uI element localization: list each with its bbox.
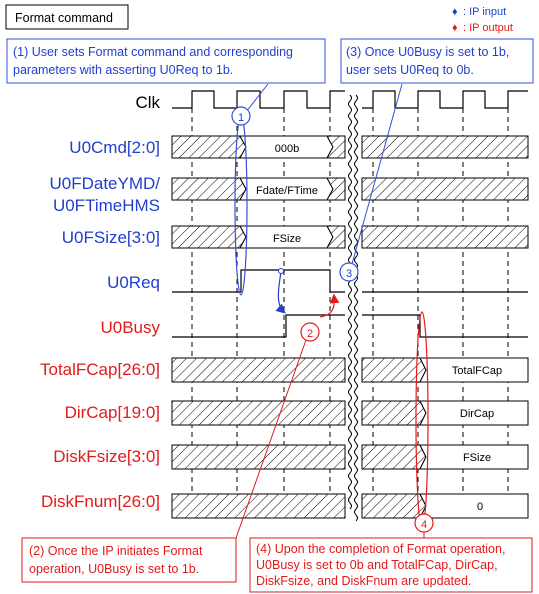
label-u0cmd: U0Cmd[2:0] [69, 138, 160, 157]
legend-input-label: : IP input [463, 6, 507, 18]
label-dircap: DirCap[19:0] [64, 403, 160, 422]
note-4 [250, 538, 532, 592]
note-2-line-1: (2) Once the IP initiates Format [29, 544, 203, 558]
note-1-line-2: parameters with asserting U0Req to 1b. [13, 63, 234, 77]
time-break [349, 95, 358, 521]
note-2 [22, 538, 236, 582]
note-3-line-1: (3) Once U0Busy is set to 1b, [346, 45, 510, 59]
busy-to-req-arrow [320, 296, 334, 317]
diskfsize-value: FSize [462, 452, 492, 464]
title-box [6, 5, 128, 29]
legend-output-label: : IP output [463, 22, 513, 34]
legend-output-marker: ♦ [452, 22, 458, 34]
totalfcap-value: TotalFCap [451, 365, 503, 377]
legend [452, 6, 513, 34]
note-2-line-2: operation, U0Busy is set to 1b. [29, 562, 200, 576]
marker-1-label: 1 [237, 112, 245, 124]
u0busy-waveform [172, 315, 528, 337]
note-4-line-2: U0Busy is set to 0b and TotalFCap, DirCap, [256, 558, 498, 572]
diskfnum-value: 0 [476, 501, 484, 513]
u0fdate-value: Fdate/FTime [256, 185, 318, 197]
req-to-busy-arrow [278, 272, 284, 312]
u0fsize-value: FSize [272, 233, 302, 245]
note-4-line-3: DiskFsize, and DiskFnum are updated. [256, 574, 472, 588]
diagram-title: Format command [15, 11, 113, 25]
legend-input-marker: ♦ [452, 6, 458, 18]
label-totalfcap: TotalFCap[26:0] [39, 360, 160, 379]
label-u0req: U0Req [107, 273, 160, 292]
label-u0fdate-2: U0FTimeHMS [52, 196, 160, 215]
note-4-line-1: (4) Upon the completion of Format operation, [256, 542, 506, 556]
note-1-line-1: (1) User sets Format command and corresponding [13, 45, 293, 59]
dircap-value: DirCap [459, 408, 495, 420]
note-3 [341, 39, 533, 83]
clk-waveform [172, 91, 528, 108]
signal-labels [40, 93, 161, 511]
marker-3-label: 3 [345, 268, 353, 280]
marker-2-label: 2 [306, 328, 314, 340]
note-3-line-2: user sets U0Req to 0b. [346, 63, 474, 77]
label-u0fsize: U0FSize[3:0] [61, 228, 160, 247]
label-u0busy: U0Busy [100, 318, 160, 337]
u0cmd-value: 000b [274, 143, 300, 155]
label-diskfsize: DiskFsize[3:0] [53, 447, 160, 466]
marker-4-label: 4 [420, 519, 428, 531]
note-1 [7, 39, 325, 83]
bus-totalfcap [172, 358, 528, 382]
label-u0fdate-1: U0FDateYMD/ [49, 174, 160, 193]
label-clk: Clk [135, 93, 160, 112]
label-diskfnum: DiskFnum[26:0] [40, 492, 160, 511]
